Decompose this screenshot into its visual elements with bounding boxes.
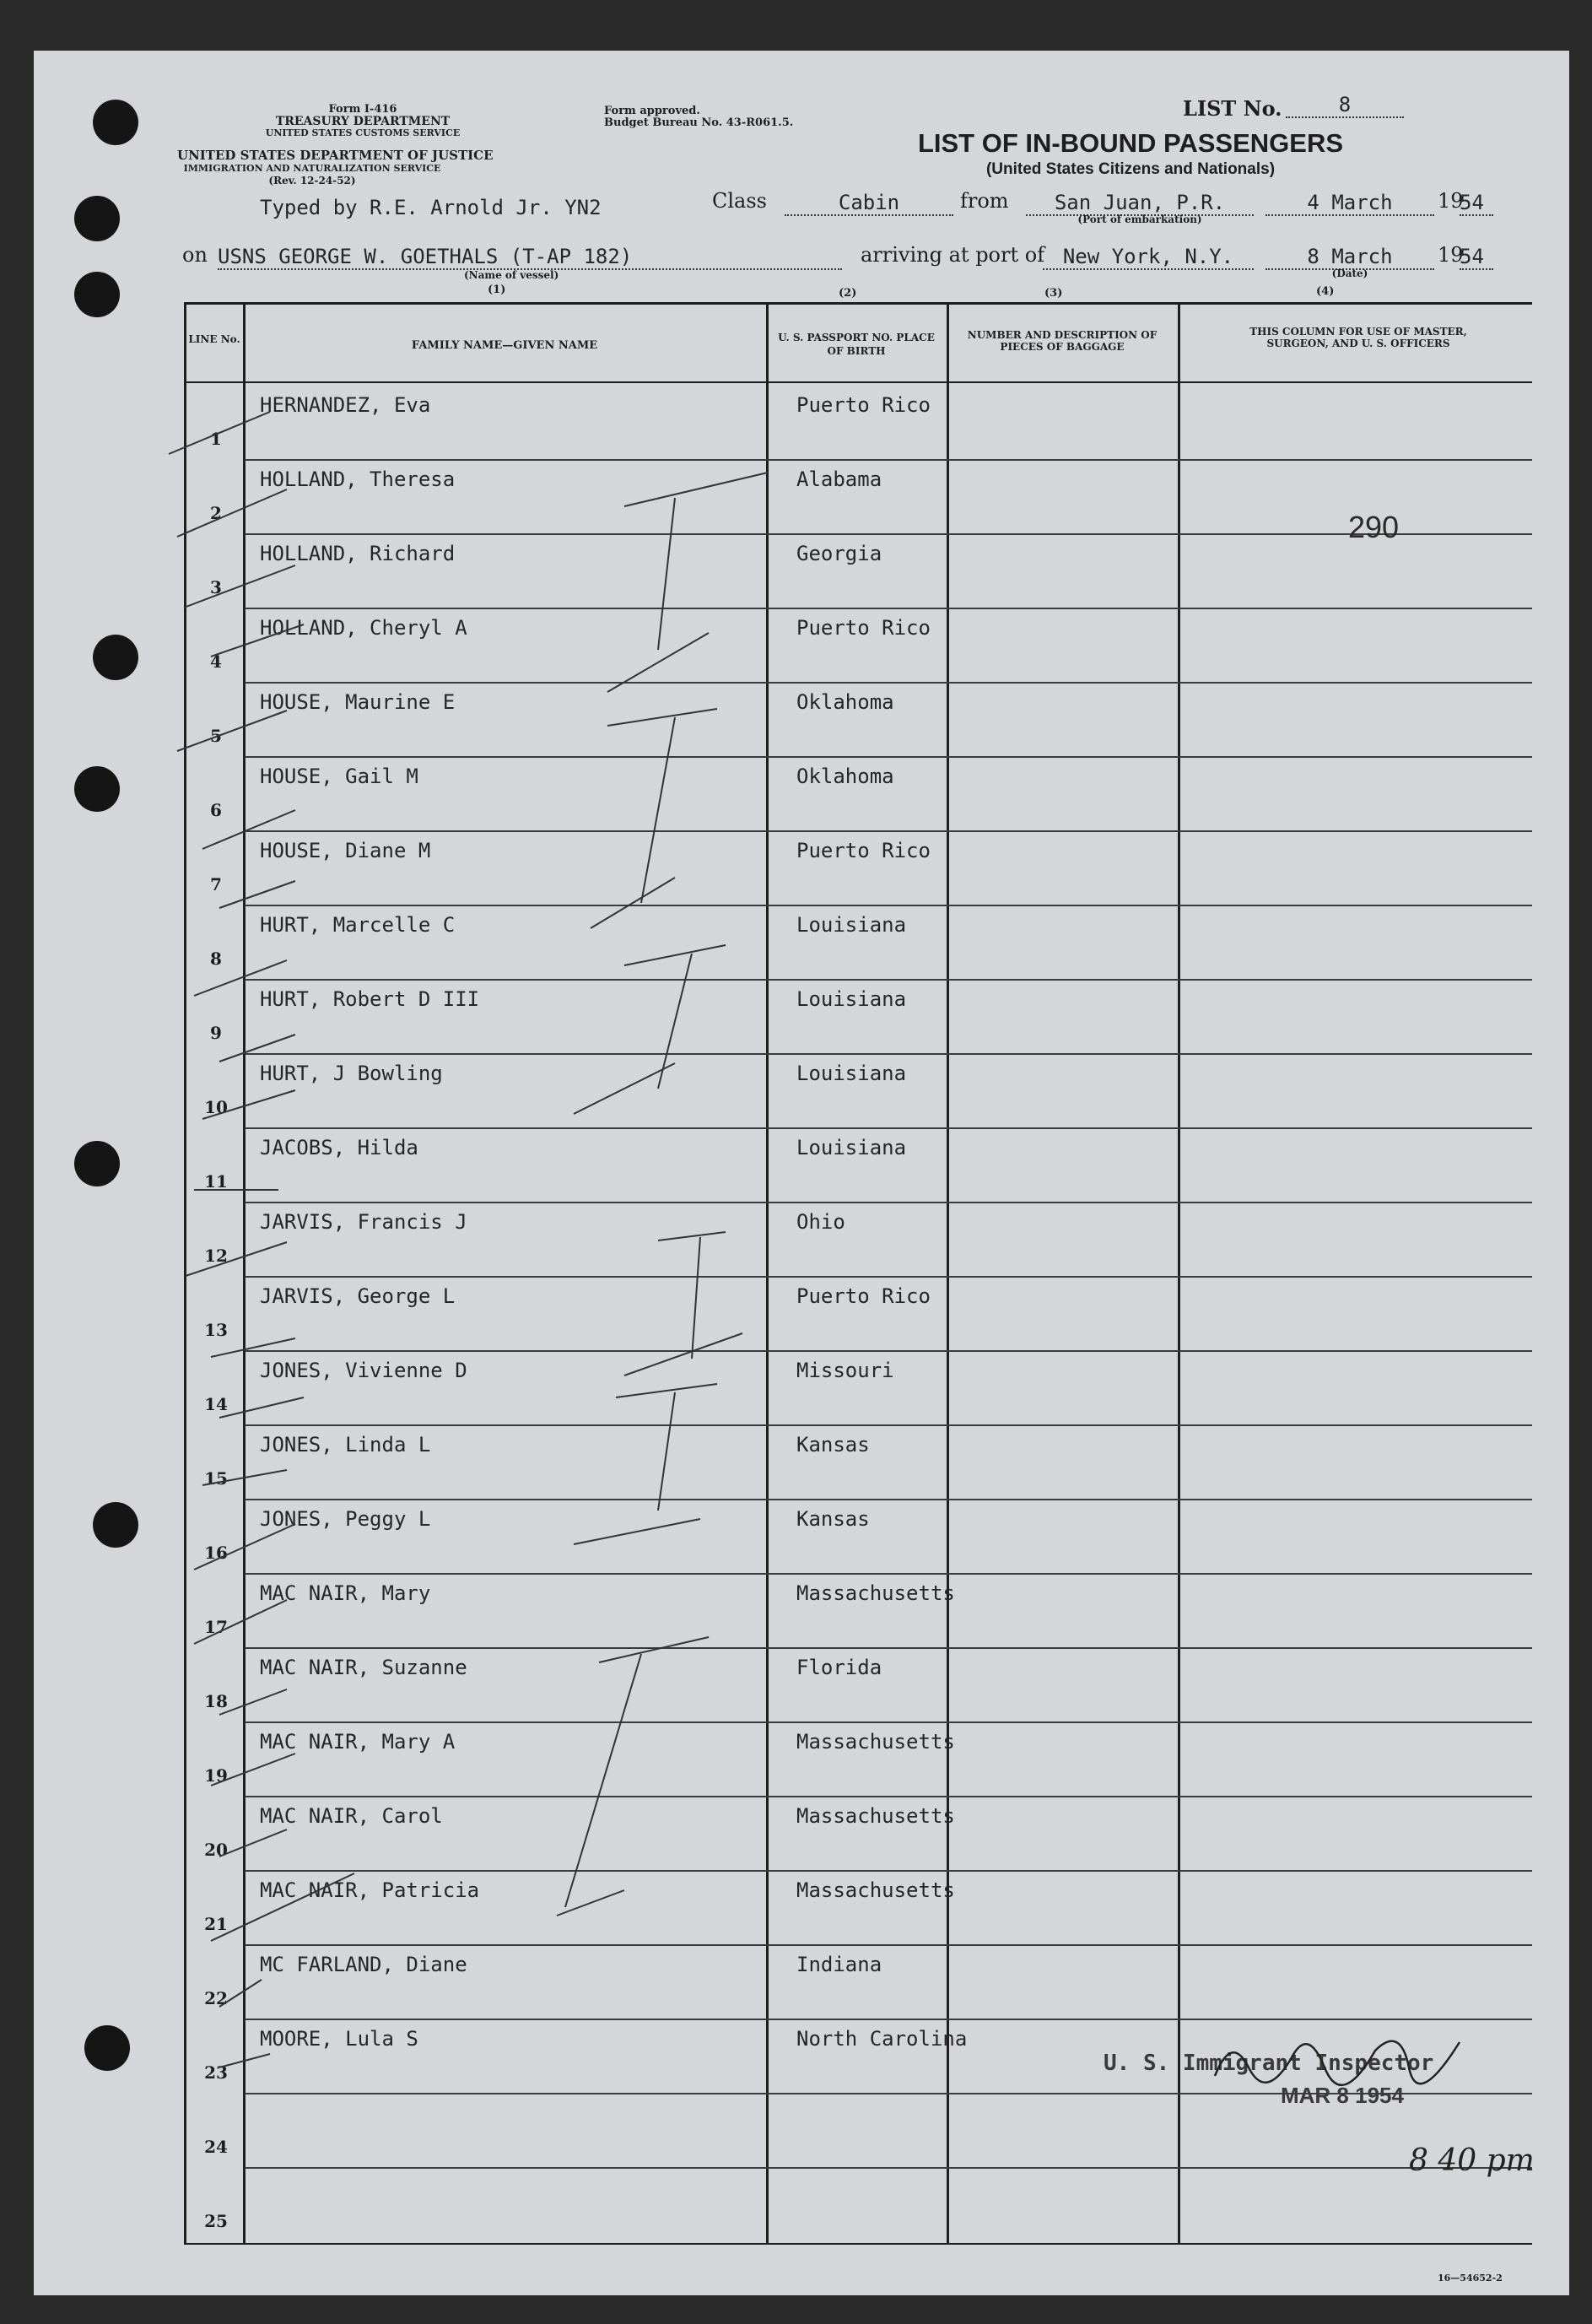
typed-by: Typed by R.E. Arnold Jr. YN2 — [260, 196, 602, 219]
arrival-port: New York, N.Y. — [1043, 245, 1254, 270]
bracket-hurt — [574, 945, 726, 1114]
passenger-name: MAC NAIR, Suzanne — [260, 1656, 467, 1679]
place-of-birth: Puerto Rico — [796, 839, 931, 862]
check-mark-19 — [211, 1754, 295, 1786]
line-number: 20 — [204, 1840, 228, 1860]
inspector-stamp: U. S. Immigrant Inspector — [1104, 2051, 1434, 2076]
place-of-birth: Massachusetts — [796, 1804, 955, 1828]
on-label: on — [182, 243, 208, 267]
line-number: 9 — [210, 1023, 222, 1043]
line-number: 22 — [204, 1988, 228, 2008]
place-of-birth: Georgia — [796, 542, 882, 565]
list-no-label: LIST No. — [1183, 96, 1282, 121]
bracket-jones — [574, 1384, 717, 1544]
passenger-name: HERNANDEZ, Eva — [260, 393, 431, 417]
place-of-birth: North Carolina — [796, 2027, 968, 2051]
passenger-name: HURT, Marcelle C — [260, 913, 456, 937]
check-mark-18 — [219, 1689, 287, 1715]
place-of-birth: Ohio — [796, 1210, 845, 1234]
line-number: 16 — [204, 1543, 228, 1563]
header-officers: THIS COLUMN FOR USE OF MASTER, SURGEON, AND U. S. OFFICERS — [1249, 326, 1467, 349]
passenger-name: HOUSE, Maurine E — [260, 690, 456, 714]
time-note: 8 40 pm — [1409, 2143, 1535, 2178]
check-mark-23 — [219, 2054, 270, 2067]
embarkation-date: 4 March — [1266, 191, 1434, 216]
check-mark-13 — [211, 1338, 295, 1357]
vessel-caption: (Name of vessel) — [464, 269, 559, 281]
check-mark-20 — [219, 1829, 287, 1856]
check-mark-1 — [169, 412, 270, 454]
passenger-name: HURT, J Bowling — [260, 1062, 443, 1085]
header-family-name: FAMILY NAME—GIVEN NAME — [411, 339, 598, 352]
line-number: 7 — [210, 874, 222, 894]
vessel-name: USNS GEORGE W. GOETHALS (T-AP 182) — [218, 245, 842, 270]
check-mark-8 — [194, 960, 287, 996]
ins-label: IMMIGRATION AND NATURALIZATION SERVICE — [183, 163, 441, 174]
place-of-birth: Louisiana — [796, 987, 907, 1011]
budget-bureau: Budget Bureau No. 43-R061.5. — [604, 116, 794, 129]
binder-hole — [74, 272, 120, 317]
form-approved: Form approved. — [604, 105, 700, 117]
check-mark-6 — [202, 810, 295, 849]
passenger-name: JONES, Peggy L — [260, 1507, 431, 1531]
check-mark-7 — [219, 881, 295, 908]
justice-label: UNITED STATES DEPARTMENT OF JUSTICE — [177, 148, 494, 163]
line-number: 11 — [204, 1171, 228, 1192]
list-no-value: 8 — [1286, 93, 1404, 118]
check-mark-15 — [202, 1470, 287, 1485]
year-prefix-1: 19 — [1438, 189, 1464, 213]
passenger-name: JACOBS, Hilda — [260, 1136, 418, 1159]
check-mark-14 — [219, 1397, 304, 1418]
passenger-name: JARVIS, Francis J — [260, 1210, 467, 1234]
line-number: 14 — [204, 1394, 228, 1414]
header-baggage: NUMBER AND DESCRIPTION OF PIECES OF BAGGAGE — [967, 329, 1158, 353]
passenger-name: MC FARLAND, Diane — [260, 1953, 467, 1976]
binder-hole — [74, 1141, 120, 1186]
place-of-birth: Louisiana — [796, 1062, 907, 1085]
stamp-date: MAR 8 1954 — [1281, 2083, 1404, 2108]
place-of-birth: Alabama — [796, 468, 882, 491]
place-of-birth: Oklahoma — [796, 765, 894, 788]
year-prefix-2: 19 — [1438, 243, 1464, 267]
line-number: 23 — [204, 2062, 228, 2083]
from-label: from — [960, 189, 1009, 213]
check-mark-12 — [186, 1242, 287, 1276]
line-number: 5 — [210, 726, 222, 746]
form-number: Form I-416 — [328, 103, 397, 116]
place-of-birth: Louisiana — [796, 1136, 907, 1159]
binder-hole — [74, 196, 120, 241]
bracket-house — [591, 709, 717, 928]
passenger-name: MAC NAIR, Mary A — [260, 1730, 456, 1754]
embarkation-caption: (Port of embarkation) — [1077, 213, 1202, 225]
line-number: 19 — [204, 1765, 228, 1786]
check-marks — [34, 51, 1569, 2295]
line-number: 25 — [204, 2211, 228, 2231]
binder-hole — [93, 100, 138, 145]
check-mark-10 — [202, 1090, 295, 1119]
col-num-4: (4) — [1316, 285, 1335, 298]
place-of-birth: Puerto Rico — [796, 393, 931, 417]
place-of-birth: Florida — [796, 1656, 882, 1679]
binder-hole — [74, 766, 120, 812]
line-number: 8 — [210, 949, 222, 969]
passenger-name: HOLLAND, Richard — [260, 542, 456, 565]
check-mark-22 — [219, 1980, 262, 2007]
passenger-name: MOORE, Lula S — [260, 2027, 418, 2051]
line-number: 18 — [204, 1691, 228, 1711]
col-num-1: (1) — [488, 284, 506, 296]
place-of-birth: Indiana — [796, 1953, 882, 1976]
class-value: Cabin — [785, 191, 953, 216]
place-of-birth: Missouri — [796, 1359, 894, 1382]
line-number: 15 — [204, 1468, 228, 1489]
place-of-birth: Kansas — [796, 1507, 870, 1531]
header-passport: U. S. PASSPORT NO. PLACE OF BIRTH — [778, 332, 935, 357]
place-of-birth: Massachusetts — [796, 1581, 955, 1605]
customs-label: UNITED STATES CUSTOMS SERVICE — [265, 127, 461, 138]
check-mark-21 — [211, 1873, 354, 1941]
line-number: 13 — [204, 1320, 228, 1340]
col-num-2: (2) — [839, 287, 857, 300]
check-mark-17 — [194, 1600, 287, 1644]
check-mark-3 — [184, 565, 295, 608]
binder-hole — [84, 2025, 130, 2071]
place-of-birth: Massachusetts — [796, 1878, 955, 1902]
line-number: 12 — [204, 1246, 228, 1266]
date-caption: (Date) — [1331, 268, 1368, 279]
passenger-name: HOUSE, Gail M — [260, 765, 418, 788]
footer-code: 16—54652-2 — [1438, 2273, 1503, 2283]
check-mark-16 — [194, 1524, 295, 1570]
line-number: 2 — [210, 503, 222, 523]
binder-hole — [93, 635, 138, 680]
line-number: 6 — [210, 800, 222, 820]
rev-label: (Rev. 12-24-52) — [268, 175, 356, 186]
line-number: 10 — [204, 1097, 228, 1117]
place-of-birth: Puerto Rico — [796, 616, 931, 640]
line-number: 3 — [210, 577, 222, 597]
arrival-date: 8 March — [1266, 245, 1434, 270]
passenger-name: HOUSE, Diane M — [260, 839, 431, 862]
bracket-holland — [607, 473, 768, 692]
passenger-name: HURT, Robert D III — [260, 987, 480, 1011]
bracket-macnair — [557, 1637, 709, 1916]
line-number: 24 — [204, 2137, 228, 2157]
class-label: Class — [712, 189, 767, 213]
arrival-year: 54 — [1460, 245, 1493, 270]
bracket-jarvis — [624, 1232, 742, 1375]
treasury-label: TREASURY DEPARTMENT — [275, 115, 451, 128]
header-line-no: LINE No. — [188, 333, 240, 345]
place-of-birth: Kansas — [796, 1433, 870, 1457]
passenger-name: JARVIS, George L — [260, 1284, 456, 1308]
embarkation-year: 54 — [1460, 191, 1493, 216]
arriving-label: arriving at port of — [861, 243, 1045, 267]
inspector-signature — [1198, 2017, 1485, 2110]
passenger-name: JONES, Vivienne D — [260, 1359, 467, 1382]
binder-hole — [93, 1502, 138, 1548]
check-mark-4 — [211, 624, 304, 657]
passenger-name: HOLLAND, Cheryl A — [260, 616, 467, 640]
form-sheet — [34, 51, 1569, 2295]
place-of-birth: Oklahoma — [796, 690, 894, 714]
embarkation-port: San Juan, P.R. — [1026, 191, 1254, 216]
col-num-3: (3) — [1044, 287, 1063, 300]
check-mark-2 — [177, 489, 287, 537]
passenger-name: MAC NAIR, Patricia — [260, 1878, 480, 1902]
passenger-name: JONES, Linda L — [260, 1433, 431, 1457]
page-subtitle: (United States Citizens and Nationals) — [985, 160, 1276, 178]
place-of-birth: Louisiana — [796, 913, 907, 937]
passenger-name: MAC NAIR, Mary — [260, 1581, 431, 1605]
officer-note: 290 — [1348, 510, 1400, 544]
place-of-birth: Massachusetts — [796, 1730, 955, 1754]
page-title: LIST OF IN-BOUND PASSENGERS — [917, 128, 1344, 158]
passenger-name: HOLLAND, Theresa — [260, 468, 456, 491]
line-number: 21 — [204, 1914, 228, 1934]
place-of-birth: Puerto Rico — [796, 1284, 931, 1308]
check-mark-9 — [219, 1035, 295, 1062]
line-number: 4 — [210, 651, 222, 672]
check-mark-5 — [177, 711, 287, 751]
line-number: 17 — [204, 1617, 228, 1637]
line-number: 1 — [210, 429, 222, 449]
passenger-name: MAC NAIR, Carol — [260, 1804, 443, 1828]
